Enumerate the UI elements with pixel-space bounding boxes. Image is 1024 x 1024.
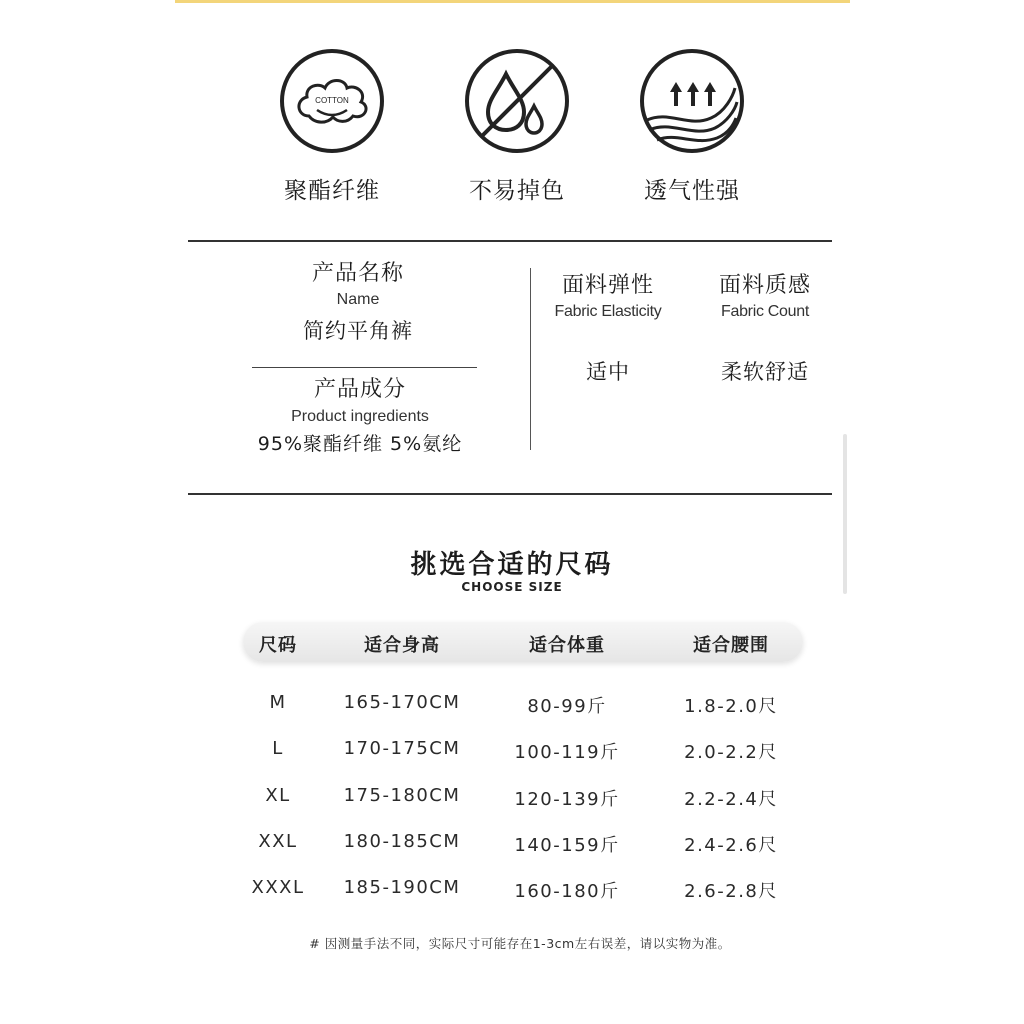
feature-polyester [252,48,412,205]
fabric-count-value: 柔软舒适 [721,360,809,385]
cotton-cloud-icon [279,48,385,154]
feature-label: 聚酯纤维 [284,178,380,204]
row-waist: 2.4-2.6尺 [684,835,778,856]
size-chart-title: 挑选合适的尺码 [410,550,614,580]
fabric-count-en: Fabric Count [721,303,809,321]
feature-colorfast [437,48,597,205]
measurement-note: # 因测量手法不同，实际尺寸可能存在1-3cm左右误差，请以实物为准。 [309,936,731,951]
no-water-drop-icon [464,48,570,154]
row-size: L [272,738,284,759]
feature-label: 不易掉色 [469,178,565,204]
size-chart-subtitle: CHOOSE SIZE [461,580,563,594]
fabric-count-heading: 面料质感 [718,273,811,298]
row-height: 185-190CM [343,877,461,898]
row-height: 180-185CM [343,831,461,852]
header-weight: 适合体重 [529,635,605,656]
row-size: XL [265,785,291,806]
ingredients-block [230,377,490,457]
row-waist: 2.2-2.4尺 [684,789,778,810]
row-height: 165-170CM [343,692,461,713]
row-weight: 100-119斤 [514,742,620,763]
product-name-value: 简约平角裤 [303,319,413,344]
product-name-heading: 产品名称 [311,261,404,286]
elasticity-en: Fabric Elasticity [554,303,662,321]
cotton-badge: COTTON [315,96,349,105]
header-waist: 适合腰围 [693,635,769,656]
ingredients-heading: 产品成分 [313,377,406,402]
elasticity-value: 适中 [586,360,630,385]
row-weight: 120-139斤 [514,789,620,810]
product-name-block [238,261,478,345]
ingredients-value: 95%聚酯纤维 5%氨纶 [257,433,463,456]
elasticity-block [528,273,688,386]
row-weight: 80-99斤 [527,696,607,717]
elasticity-heading: 面料弹性 [561,273,654,298]
scrollbar[interactable] [843,434,847,594]
row-waist: 2.0-2.2尺 [684,742,778,763]
header-height: 适合身高 [364,635,440,656]
product-name-en: Name [336,291,380,309]
row-weight: 160-180斤 [514,881,620,902]
row-size: XXXL [251,877,305,898]
divider-inner [252,367,477,368]
ingredients-en: Product ingredients [291,408,429,426]
row-waist: 1.8-2.0尺 [684,696,778,717]
divider-top [188,240,832,242]
breathable-arrows-icon [639,48,745,154]
header-size: 尺码 [259,635,297,656]
row-size: XXL [258,831,298,852]
row-weight: 140-159斤 [514,835,620,856]
feature-breathable [612,48,772,205]
divider-bottom [188,493,832,495]
fabric-count-block [685,273,845,386]
row-height: 175-180CM [343,785,461,806]
top-accent-line [175,0,850,3]
feature-label: 透气性强 [644,178,740,204]
row-size: M [269,692,287,713]
row-height: 170-175CM [343,738,461,759]
row-waist: 2.6-2.8尺 [684,881,778,902]
